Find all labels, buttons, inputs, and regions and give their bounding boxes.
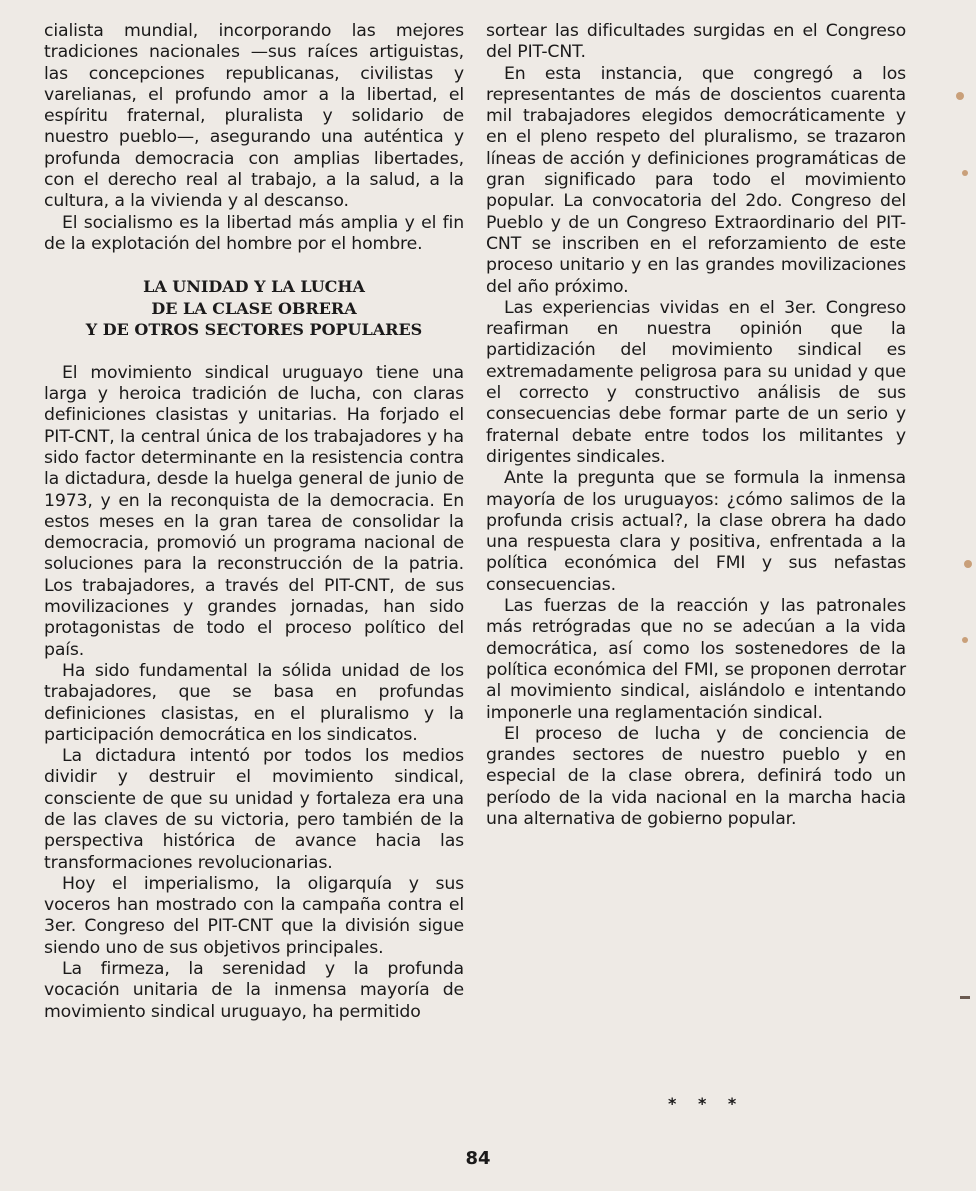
right-column xyxy=(486,21,906,830)
paragraph: La dictadura intentó por todos los medios dividir y destruir el movimiento sindical, consciente de que su unidad y fortaleza era una de las claves de su victoria, pero también de la perspectiva histórica de avance hacia las transformaciones revolucionarias. xyxy=(44,746,464,873)
paragraph: Las fuerzas de la reacción y las patronales más retrógradas que no se adecúan a la vida democrática, así como los sostenedores de la política económica del FMI, se proponen derrotar al movimiento sindical, aislándolo e intentando imponerle una reglamentación sindical. xyxy=(486,596,906,723)
paragraph: Ante la pregunta que se formula la inmensa mayoría de los uruguayos: ¿cómo salimos de la profunda crisis actual?, la clase obrera ha dado una respuesta clara y positiva, enfrentada a la política económica del FMI y sus nefastas consecuencias. xyxy=(486,468,906,595)
paragraph: sortear las dificultades surgidas en el Congreso del PIT-CNT. xyxy=(486,21,906,63)
paragraph: Las experiencias vividas en el 3er. Congreso reafirman en nuestra opinión que la partidización del movimiento sindical es extremadamente peligrosa para su unidad y que el correcto y constructivo análisis de sus consecuencias debe formar parte de un serio y fraternal debate entre todos los militantes y dirigentes sindicales. xyxy=(486,297,906,467)
paragraph: La firmeza, la serenidad y la profunda vocación unitaria de la inmensa mayoría de movimiento sindical uruguayo, ha permitido xyxy=(44,959,464,1022)
page-number: 84 xyxy=(465,1148,491,1169)
paragraph: El proceso de lucha y de conciencia de grandes sectores de nuestro pueblo y en especial de la clase obrera, definirá todo un período de la vida nacional en la marcha hacia una alternativa de gobierno popular. xyxy=(486,723,906,829)
heading-line: LA UNIDAD Y LA LUCHA xyxy=(143,277,365,297)
left-column xyxy=(44,21,464,1023)
paper-speck xyxy=(964,560,972,568)
heading-line: DE LA CLASE OBRERA xyxy=(151,298,357,318)
paper-speck xyxy=(956,92,964,100)
paper-speck xyxy=(962,170,968,176)
paragraph: El socialismo es la libertad más amplia y el fin de la explotación del hombre por el hombre. xyxy=(44,212,464,254)
paragraph: Ha sido fundamental la sólida unidad de los trabajadores, que se basa en profundas definiciones clasistas, en el pluralismo y la participación democrática en los sindicatos. xyxy=(44,660,464,745)
paper-mark xyxy=(960,996,970,999)
paragraph: Hoy el imperialismo, la oligarquía y sus voceros han mostrado con la campaña contra el 3er. Congreso del PIT-CNT que la división sigue siendo uno de sus objetivos principales. xyxy=(44,873,464,958)
paragraph: En esta instancia, que congregó a los representantes de más de doscientos cuarenta mil trabajadores elegidos democráticamente y en el pleno respeto del pluralismo, se trazaron líneas de acción y definiciones programáticas de gran significado para todo el movimiento popular. La convocatoria del 2do. Congreso del Pueblo y de un Congreso Extraordinario del PIT-CNT se inscriben en el reforzamiento de este proceso unitario y en las grandes movilizaciones del año próximo. xyxy=(486,63,906,297)
paragraph: El movimiento sindical uruguayo tiene una larga y heroica tradición de lucha, con claras definiciones clasistas y unitarias. Ha forjado el PIT-CNT, la central única de los trabajadores y ha sido factor determinante en la resistencia contra la dictadura, desde la huelga general de junio de 1973, y en la reconquista de la democracia. En estos meses en la gran tarea de consolidar la democracia, promovió un programa nacional de soluciones para la reconstrucción de la patria. Los trabajadores, a través del PIT-CNT, de sus movilizaciones y grandes jornadas, han sido protagonistas de todo el proceso político del país. xyxy=(44,362,464,660)
section-separator: * * * xyxy=(668,1094,745,1113)
paragraph: cialista mundial, incorporando las mejores tradiciones nacionales —sus raíces artiguistas, las concepciones republicanas, civilistas y varelianas, el profundo amor a la libertad, el espíritu fraternal, pluralista y solidario de nuestro pueblo—, asegurando una auténtica y profunda democracia con amplias libertades, con el derecho real al trabajo, a la salud, a la cultura, a la vivienda y al descanso. xyxy=(44,21,464,212)
paper-speck xyxy=(962,637,968,643)
heading-line: Y DE OTROS SECTORES POPULARES xyxy=(85,320,423,340)
section-heading xyxy=(44,276,464,341)
